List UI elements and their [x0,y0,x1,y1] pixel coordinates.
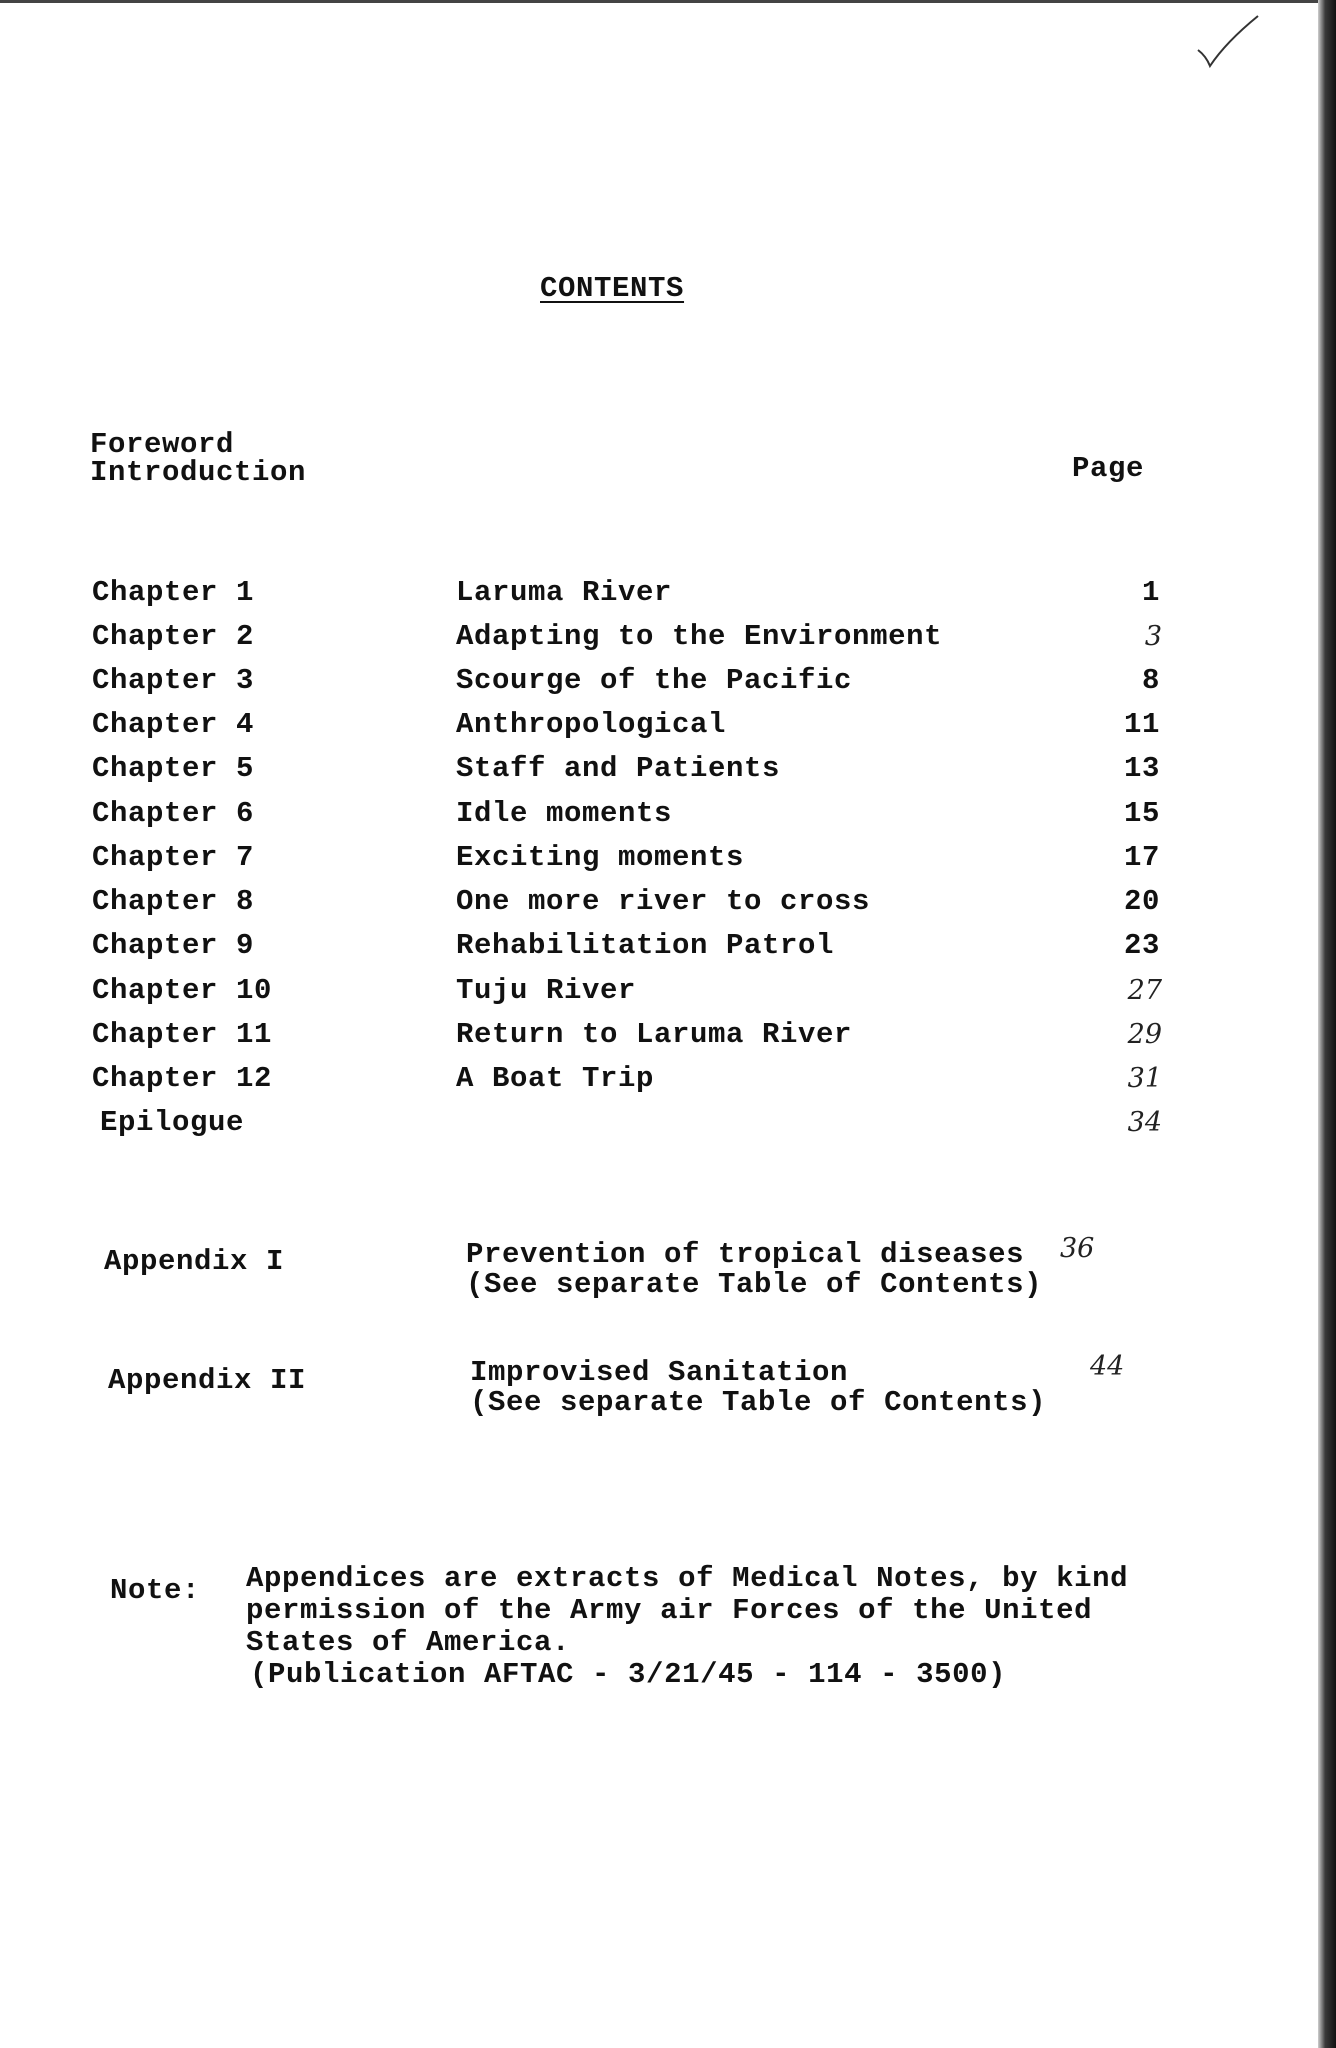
page-title: CONTENTS [540,272,685,305]
chapter-title: Staff and Patients [456,752,781,785]
toc-row [0,620,1336,654]
toc-row [0,885,1336,919]
toc-row [0,1106,1336,1140]
chapter-title: Tuju River [456,974,637,1007]
chapter-label: Chapter 8 [92,885,255,918]
page-top-edge [0,0,1318,3]
chapter-page: 13 [1123,752,1160,785]
chapter-title: One more river to cross [456,885,871,918]
note-line: (Publication AFTAC - 3/21/45 - 114 - 3500) [250,1658,1007,1691]
toc-row [0,974,1336,1008]
chapter-label: Chapter 9 [92,929,255,962]
appendix-label: Appendix II [108,1364,307,1397]
toc-row [0,752,1336,786]
appendix-page: 36 [1060,1233,1095,1264]
introduction-label: Introduction [90,456,307,489]
chapter-label: Chapter 2 [92,620,255,653]
appendix-subtitle: (See separate Table of Contents) [470,1386,1047,1419]
chapter-page: 27 [1127,975,1162,1006]
toc-row [0,841,1336,875]
chapter-label: Chapter 4 [92,708,255,741]
page-column-header: Page [1072,452,1145,485]
note-line: States of America. [246,1626,571,1659]
toc-row [0,708,1336,742]
chapter-page: 29 [1127,1019,1162,1050]
chapter-title: Laruma River [456,576,673,609]
chapter-label: Chapter 10 [92,974,273,1007]
chapter-title: Adapting to the Environment [456,620,943,653]
epilogue-label: Epilogue [100,1106,245,1139]
chapter-page: 3 [1144,621,1162,652]
chapter-page: 11 [1123,708,1160,741]
toc-row [0,929,1336,963]
chapter-title: A Boat Trip [456,1062,655,1095]
appendix-title: Improvised Sanitation [470,1356,849,1389]
toc-row [0,576,1336,610]
chapter-label: Chapter 7 [92,841,255,874]
chapter-page: 8 [1141,664,1160,697]
toc-row [0,1018,1336,1052]
chapter-label: Chapter 11 [92,1018,273,1051]
foreword-label: Foreword [90,428,235,461]
epilogue-page: 34 [1127,1107,1162,1138]
appendix-label: Appendix I [104,1245,285,1278]
note-line: permission of the Army air Forces of the United [246,1594,1093,1627]
toc-row [0,664,1336,698]
chapter-label: Chapter 5 [92,752,255,785]
chapter-page: 1 [1141,576,1160,609]
chapter-page: 20 [1123,885,1160,918]
chapter-title: Idle moments [456,797,673,830]
chapter-title: Rehabilitation Patrol [456,929,835,962]
chapter-page: 15 [1123,797,1160,830]
chapter-page: 31 [1127,1063,1162,1094]
note-label: Note: [110,1574,201,1607]
toc-row [0,1062,1336,1096]
toc-row [0,797,1336,831]
chapter-label: Chapter 6 [92,797,255,830]
chapter-title: Return to Laruma River [456,1018,853,1051]
note-line: Appendices are extracts of Medical Notes, by kind [246,1562,1129,1595]
chapter-label: Chapter 3 [92,664,255,697]
chapter-title: Anthropological [456,708,727,741]
chapter-page: 23 [1123,929,1160,962]
chapter-title: Exciting moments [456,841,745,874]
appendix-title: Prevention of tropical diseases [466,1238,1025,1271]
appendix-page: 44 [1090,1351,1125,1382]
checkmark-icon [1192,12,1272,72]
appendix-subtitle: (See separate Table of Contents) [466,1268,1043,1301]
chapter-title: Scourge of the Pacific [456,664,853,697]
chapter-label: Chapter 12 [92,1062,273,1095]
chapter-label: Chapter 1 [92,576,255,609]
chapter-page: 17 [1123,841,1160,874]
